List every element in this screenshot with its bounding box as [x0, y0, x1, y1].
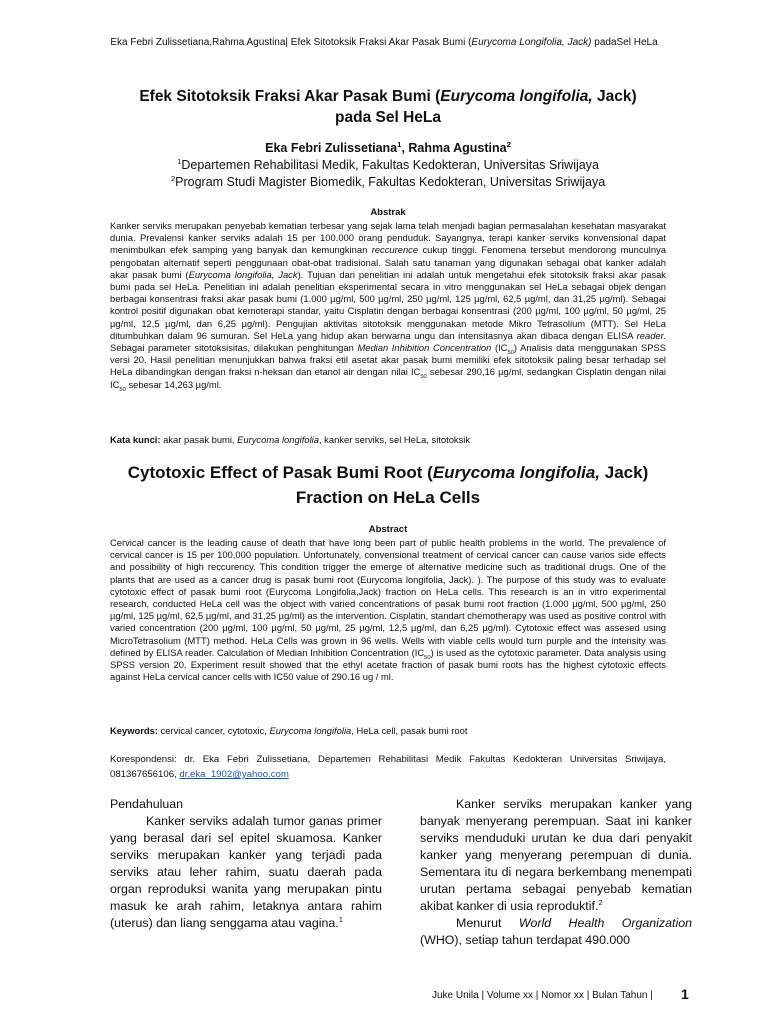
abstract-heading: Abstract — [368, 524, 408, 535]
indonesian-title-text: Efek Sitotoksik Fraksi Akar Pasak Bumi ( — [139, 88, 441, 105]
abstrak-text-2: cukup tinggi. Fenomena tersebut mendorong munculnya pengobatan alternatif seperti penggunaan obat-obat tradisional. Salah satu tanaman yang digunakan sebagai obat kanker adalah akar pasak bumi ( — [110, 244, 666, 280]
page-number: 1 — [681, 986, 689, 1002]
abstrak-text-4: Sebagai parameter sitotoksisitas, dilakukan penghitungan — [110, 342, 358, 354]
abstrak-text-7: sebesar 290,16 µg/ml, sedangkan Cisplatin dengan nilai IC — [110, 366, 666, 390]
author-separator: , — [401, 141, 409, 155]
intro-right-column — [420, 796, 692, 949]
abstrak-text-3: ). Tujuan dari penelitian ini adalah untuk mengetahui efek sitotoksik fraksi akar pasak bumi pada sel HeLa. Penelitian ini adalah penelitian eksperimental secara in vitro menggunakan sel HeLa sebagai objek dengan berbagai konsentrasi fraksi akar pasak bumi (1.000 µg/ml, 500 µg/ml, 250 µg/ml, 125 µg/ml, 62,5 µg/ml, dan 31,25 µg/ml). Sebagai kontrol positif digunakan obat kemoterapi standar, yaitu Cisplatin dengan berbagai konsentrasi (200 µg/ml, 100 µg/ml, 50 µg/ml, 25 µg/ml, 12,5 µg/ml, dan 6,25 µg/ml). Pengujian aktivitas sitotoksik menggunakan metode Mikro Tetrasolium (MTT). Sel HeLa ditumbuhkan dalam 96 sumuran. Sel HeLa yang hidup akan berwarna ungu dan intensitasnya akan dibaca dengan ELISA — [110, 268, 666, 341]
intro-left-text: Kanker serviks adalah tumor ganas primer yang berasal dari sel epitel skuamosa. Kanker serviks merupakan kanker yang terjadi pada serviks atau leher rahim, suatu daerah pada organ reproduksi wanita yang merupakan pintu masuk ke arah rahim, letaknya antara rahim (uterus) dan liang senggama atau vagina. — [110, 814, 382, 930]
abstrak-body — [110, 220, 666, 391]
correspondence — [110, 752, 666, 782]
affiliation-1-text: Departemen Rehabilitasi Medik, Fakultas Kedokteran, Universitas Sriwijaya — [181, 158, 599, 172]
kata-kunci-species: Eurycoma longifolia — [237, 434, 319, 445]
intro-right-text-1: Kanker serviks merupakan kanker yang banyak menyerang perempuan. Saat ini kanker serviks menduduki urutan ke dua dari penyakit kanker yang menyerang perempuan di dunia. Sementara itu di negara berkembang menempati urutan pertama sebagai penyebab kematian akibat kanker di usia reproduktif. — [420, 797, 692, 913]
indonesian-title-line2: pada Sel HeLa — [335, 109, 441, 126]
intro-right-text-2: Menurut — [456, 916, 519, 930]
running-header — [0, 37, 768, 48]
intro-right-who-italic: World Health Organization — [518, 916, 692, 930]
abstrak-italic-2: Eurycoma longifolia, Jack — [188, 268, 298, 280]
author-names — [110, 140, 666, 157]
abstrak-sub-3: 50 — [119, 386, 126, 393]
abstrak-italic-1: reccurence — [371, 244, 419, 256]
author-1-sup: 1 — [397, 139, 402, 149]
keywords-text-end: , HeLa cell, pasak bumi root — [351, 725, 468, 736]
kata-kunci-text-end: , kanker serviks, sel HeLa, sitotoksik — [318, 434, 471, 445]
running-header-text: Eka Febri Zulissetiana,Rahma Agustina| Efek Sitotoksik Fraksi Akar Pasak Bumi ( — [110, 37, 472, 48]
running-header-tail: padaSel HeLa — [591, 37, 658, 48]
affiliation-2-text: Program Studi Magister Biomedik, Fakultas Kedokteran, Universitas Sriwijaya — [175, 175, 606, 189]
keywords — [110, 725, 666, 737]
author-block — [110, 140, 666, 191]
correspondence-text: Korespondensi: dr. Eka Febri Zulissetiana, Departemen Rehabilitasi Medik Fakultas Kedokteran Universitas Sriwijaya, 081367656106, — [110, 754, 666, 780]
indonesian-title-species: Eurycoma longifolia, — [440, 88, 593, 105]
journal-footer: Juke Unila | Volume xx | Nomor xx | Bulan Tahun | — [432, 990, 653, 1001]
indonesian-title — [110, 86, 666, 128]
intro-right-citation: 2 — [598, 897, 603, 907]
author-2-sup: 2 — [506, 139, 511, 149]
kata-kunci-label: Kata kunci: — [110, 434, 161, 445]
affiliation-2 — [110, 174, 666, 191]
affiliation-1 — [110, 157, 666, 174]
abstrak-text-1: Kanker serviks merupakan penyebab kematian terbesar yang sejak lama telah menjadi bagian permasalahan kesehatan masyarakat dunia. Prevalensi kanker serviks adalah 15 per 100.000 orang penduduk. Sayangnya, terapi kanker serviks konvensional dapat menimbulkan efek samping yang banyak dan kemungkinan — [110, 220, 666, 256]
intro-left-citation: 1 — [338, 914, 343, 924]
abstrak-text-6: ) Analisis data menggunakan SPSS versi 20. Hasil penelitian menunjukkan bahwa fraksi etil asetat akar pasak bumi memiliki efek sitotoksik paling besar terhadap sel HeLa dibandingkan dengan fraksi n-heksan dan etanol air dengan nilai IC — [110, 342, 666, 378]
abstrak-sub-1: 50 — [507, 349, 514, 356]
english-title — [110, 460, 666, 510]
abstrak-heading: Abstrak — [370, 207, 406, 218]
affiliation-1-sup: 1 — [177, 156, 182, 166]
keywords-species: Eurycoma longifolia — [269, 725, 352, 736]
abstract-sub-1: 50 — [424, 654, 431, 661]
english-title-line2: Fraction on HeLa Cells — [295, 488, 481, 507]
intro-right-paragraph-2 — [420, 915, 692, 949]
abstract-text-1: Cervical cancer is the leading cause of death that have long been part of public health problems in the world. The prevalence of cervical cancer is 15 per 100,000 population. Unfortunately, convensional treatment of cervical cancer can cause varios side effects and possibility of high reccurency. This condition trigger the emerge of alternative medicine such as traditional drugs. One of the plants that are used as a cancer drug is pasak bumi root (Eurycoma longifolia, Jack). ). The purpose of this study was to evaluate cytotoxic effect of pasak bumi root (Eurycoma Longifolia,Jack) fraction on HeLa cells. This research is an in vitro experimental research, conducted HeLa cell was the object with varied concentrations of pasak bumi root fraction (1.000 µg/ml, 500 µg/ml, 250 µg/ml, 125 µg/ml, 62,5 µg/ml, and 31,25 µg/ml) as the intervention. Cisplatin, standart chemotherapy was used as positive control with varied concentration (200 µg/ml, 100 µg/ml, 50 µg/ml, 25 µg/ml, 12,5 µg/ml, dan 6,25 µg/ml). Cytotoxic effect was assesed using MicroTetrasolium (MTT) method. HeLa Cells was grown in 96 wells. Wells with viable cells would turn purple and the intensity was defined by ELISA reader. Calculation of Median Inhibition Concentration (IC — [110, 537, 666, 658]
kata-kunci — [110, 434, 666, 446]
intro-left-column — [110, 796, 382, 932]
intro-right-paragraph-1 — [420, 796, 692, 915]
abstract-text-2: ) is used as the cytotoxic parameter. Data analysis using SPSS version 20. Experiment result showed that the ethyl acetate fraction of pasak bumi roots has the highest cytotoxic effects against HeLa cervical cancer cells with IC50 value of 290.16 ug / ml. — [110, 646, 666, 683]
abstrak-sub-2: 50 — [420, 374, 427, 381]
abstract-body — [110, 537, 666, 683]
english-title-text-end: Jack) — [600, 463, 649, 482]
running-header-species: Eurycoma Longifolia, Jack) — [471, 37, 592, 48]
abstrak-italic-4: Median Inhibition Concentration — [357, 342, 492, 354]
author-1: Eka Febri Zulissetiana — [265, 141, 398, 155]
intro-heading: Pendahuluan — [110, 797, 184, 811]
abstrak-text-8: sebesar 14,263 µg/ml. — [125, 378, 222, 390]
affiliation-2-sup: 2 — [170, 173, 176, 183]
intro-right-text-3: (WHO), setiap tahun terdapat 490.000 — [420, 933, 631, 947]
kata-kunci-text: akar pasak bumi, — [160, 434, 238, 445]
abstrak-italic-3: reader. — [636, 329, 666, 341]
intro-left-paragraph — [110, 813, 382, 932]
indonesian-title-text-end: Jack) — [592, 88, 637, 105]
keywords-text: cervical cancer, cytotoxic, — [157, 725, 270, 736]
keywords-label: Keywords: — [110, 725, 158, 736]
abstrak-text-5: (IC — [491, 342, 508, 354]
english-title-text: Cytotoxic Effect of Pasak Bumi Root ( — [127, 463, 433, 482]
author-2: Rahma Agustina — [408, 141, 507, 155]
english-title-species: Eurycoma longifolia, — [432, 463, 601, 482]
correspondence-email-link[interactable]: dr.eka_1902@yahoo.com — [179, 769, 289, 780]
